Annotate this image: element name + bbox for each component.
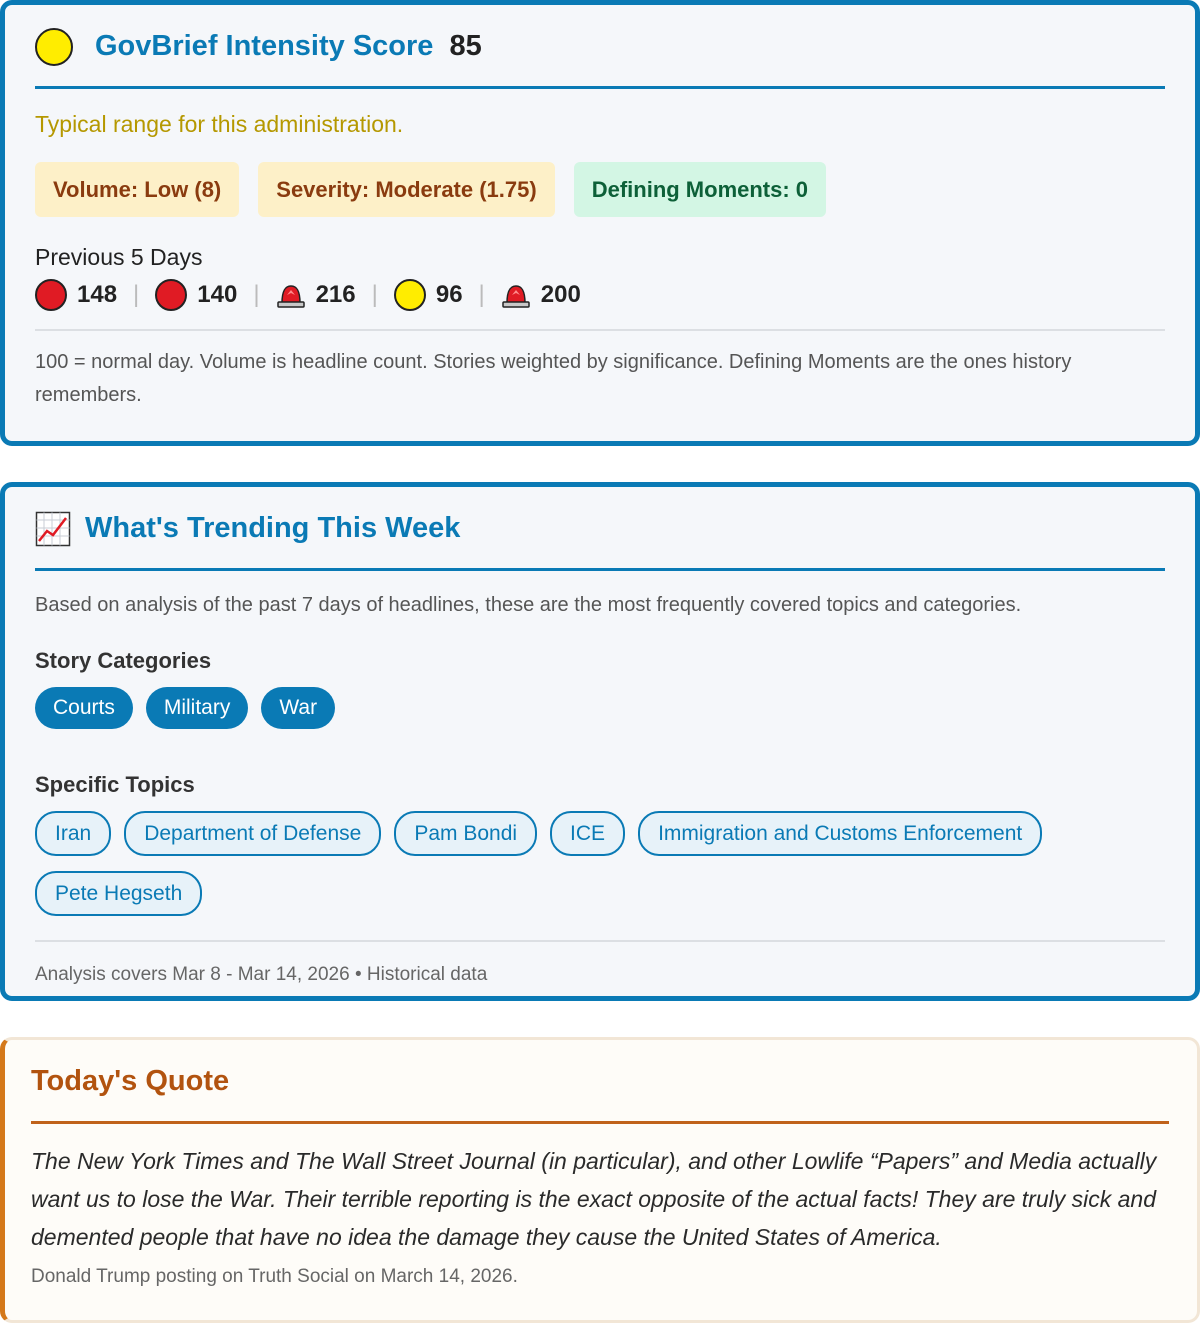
topic-pill[interactable]: ICE [550,811,625,856]
previous-day-item [155,279,237,311]
previous-day-item [394,279,463,311]
chart-increasing-icon [35,511,71,547]
yellow-circle-icon [394,279,426,311]
category-pill[interactable]: War [261,687,335,729]
trending-title: What's Trending This Week [85,512,461,544]
previous-day-item [501,281,581,309]
trending-title-row [35,487,1165,571]
category-pill[interactable]: Courts [35,687,133,729]
category-pills [35,687,1165,729]
previous-days-row [35,279,1165,311]
quote-title-row [31,1040,1169,1124]
separator: | [478,281,485,308]
analysis-note: Analysis covers Mar 8 - Mar 14, 2026 • Historical data [35,964,488,985]
specific-topics-label: Specific Topics [35,772,195,797]
typical-range-text: Typical range for this administration. [35,111,404,137]
red-circle-icon [35,279,67,311]
trending-card [0,482,1200,1001]
topic-pill[interactable]: Department of Defense [124,811,381,856]
defining-moments-badge: Defining Moments: 0 [574,162,826,217]
siren-icon [276,281,306,309]
quote-title: Today's Quote [31,1065,230,1097]
quote-card [0,1037,1200,1323]
previous-day-value: 216 [315,281,356,308]
previous-days-label: Previous 5 Days [35,244,203,270]
topic-pill[interactable]: Pete Hegseth [35,871,202,916]
divider [35,329,1165,331]
yellow-circle-icon [35,28,73,66]
intensity-title-row [35,5,1165,89]
intensity-footnote: 100 = normal day. Volume is headline count. Stories weighted by significance. Defining Moments are the ones history remembers. [35,351,1072,406]
separator: | [133,281,140,308]
severity-badge: Severity: Moderate (1.75) [258,162,554,217]
quote-text: The New York Times and The Wall Street Journal (in particular), and other Lowlife “Papers” and Media actually want us to lose the War. Their terrible reporting is the exact opposite of the actual facts! They are truly sick and demented people that have no idea the damage they cause the United States of America. [31,1148,1157,1250]
story-categories-label: Story Categories [35,648,212,673]
previous-day-value: 140 [197,281,238,308]
intensity-score-value: 85 [449,30,482,62]
topic-pill[interactable]: Pam Bondi [394,811,537,856]
metric-badges [35,162,1165,217]
intensity-title: GovBrief Intensity Score [95,30,434,62]
topic-pill[interactable]: Immigration and Customs Enforcement [638,811,1042,856]
divider [35,940,1165,942]
siren-icon [501,281,531,309]
previous-day-value: 96 [435,281,463,308]
trending-description: Based on analysis of the past 7 days of headlines, these are the most frequently covered topics and categories. [35,594,1022,616]
category-pill[interactable]: Military [146,687,249,729]
previous-day-item [276,281,356,309]
topic-pill[interactable]: Iran [35,811,111,856]
separator: | [253,281,260,308]
separator: | [371,281,378,308]
previous-day-value: 200 [540,281,581,308]
red-circle-icon [155,279,187,311]
topic-pills [35,811,1115,931]
previous-day-value: 148 [77,281,118,308]
quote-attribution: Donald Trump posting on Truth Social on March 14, 2026. [31,1266,518,1287]
previous-day-item [35,279,117,311]
intensity-score-card [0,0,1200,446]
volume-badge: Volume: Low (8) [35,162,239,217]
